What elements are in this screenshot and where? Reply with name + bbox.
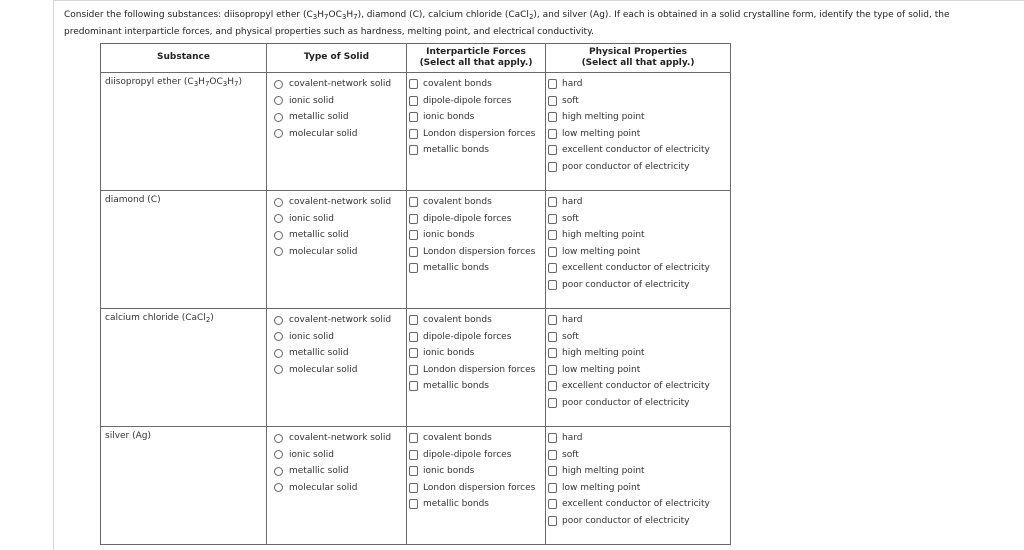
radio-button[interactable] [274,349,283,358]
option-label: metallic bonds [423,381,489,392]
option-label: London dispersion forces [423,128,536,139]
checkbox[interactable] [409,96,418,106]
option-label: covalent-network solid [289,433,392,444]
physical-properties-cell [546,191,731,309]
interparticle-forces-cell [407,309,546,427]
checkbox[interactable] [409,315,418,325]
checkbox[interactable] [548,332,557,342]
table-row [101,191,731,309]
type-of-solid-cell [267,73,407,191]
option-label: soft [562,331,579,342]
checkbox[interactable] [548,315,557,325]
checkbox[interactable] [409,450,418,460]
option-label: low melting point [562,246,641,257]
checkbox[interactable] [548,230,557,240]
checkbox[interactable] [548,129,557,139]
radio-option-molecular-solid[interactable] [267,126,406,143]
option-label: soft [562,449,579,460]
checkbox[interactable] [548,450,557,460]
checkbox[interactable] [548,381,557,391]
checkbox[interactable] [409,433,418,443]
substance-name: diisopropyl ether $(C_3H_7OC_3H_7)$ [105,77,243,88]
checkbox[interactable] [548,398,557,408]
checkbox[interactable] [409,247,418,257]
option-label: low melting point [562,364,641,375]
checkbox[interactable] [409,348,418,358]
checkbox-option-hard[interactable] [546,194,730,211]
checkbox[interactable] [409,381,418,391]
radio-button[interactable] [274,80,283,89]
checkbox[interactable] [409,230,418,240]
checkbox-option-covalent-bonds[interactable] [407,76,545,93]
checkbox-option-excellent-conductor-of-electricity[interactable] [546,496,730,513]
checkbox-option-high-melting-point[interactable] [546,345,730,362]
substance-cell [101,309,267,427]
option-label: molecular solid [289,364,358,375]
checkbox[interactable] [548,112,557,122]
option-label: covalent-network solid [289,315,392,326]
radio-option-ionic-solid[interactable] [267,211,406,228]
option-label: ionic bonds [423,230,475,241]
checkbox[interactable] [548,263,557,273]
option-label: excellent conductor of electricity [562,381,710,392]
radio-option-ionic-solid[interactable] [267,447,406,464]
checkbox-option-dipole-dipole-forces[interactable] [407,329,545,346]
radio-button[interactable] [274,332,283,341]
checkbox[interactable] [548,433,557,443]
question-text: Consider the following substances: diisopropyl ether $(C_3H_7OC_3H_7)$, diamond (C), calcium chloride (CaCl$_2$), and silver (Ag). If each is obtained in a solid crystalline form, identify the type of solid, the predominant interparticle forces, and physical properties such as hardness, melting point, and electrical conductivity. [64,10,950,37]
radio-button[interactable] [274,365,283,374]
checkbox[interactable] [548,247,557,257]
checkbox-option-excellent-conductor-of-electricity[interactable] [546,142,730,159]
checkbox[interactable] [548,483,557,493]
option-label: ionic solid [289,449,334,460]
header-type-of-solid: Type of Solid [267,44,407,73]
option-label: covalent-network solid [289,79,392,90]
checkbox[interactable] [409,197,418,207]
option-label: metallic solid [289,112,349,123]
substance-name: calcium chloride (CaCl$_2$) [105,313,214,324]
option-label: London dispersion forces [423,246,536,257]
checkbox[interactable] [548,348,557,358]
checkbox-option-high-melting-point[interactable] [546,463,730,480]
checkbox[interactable] [548,145,557,155]
substance-name: diamond (C) [105,195,161,205]
option-label: London dispersion forces [423,482,536,493]
checkbox[interactable] [548,516,557,526]
checkbox-option-metallic-bonds[interactable] [407,496,545,513]
checkbox[interactable] [409,365,418,375]
option-label: high melting point [562,230,645,241]
table-row [101,427,731,545]
radio-button[interactable] [274,113,283,122]
option-label: covalent bonds [423,79,492,90]
option-label: metallic solid [289,466,349,477]
option-label: metallic solid [289,348,349,359]
option-label: hard [562,79,583,90]
checkbox-option-high-melting-point[interactable] [546,109,730,126]
header-substance: Substance [101,44,267,73]
radio-option-covalent-network-solid[interactable] [267,312,406,329]
option-label: soft [562,213,579,224]
option-label: dipole-dipole forces [423,213,512,224]
option-label: metallic bonds [423,145,489,156]
option-label: excellent conductor of electricity [562,499,710,510]
checkbox-option-low-melting-point[interactable] [546,126,730,143]
checkbox[interactable] [548,96,557,106]
checkbox-option-metallic-bonds[interactable] [407,142,545,159]
checkbox[interactable] [548,162,557,172]
option-label: poor conductor of electricity [562,279,690,290]
option-label: poor conductor of electricity [562,161,690,172]
option-label: ionic bonds [423,348,475,359]
radio-option-metallic-solid[interactable] [267,227,406,244]
checkbox-option-high-melting-point[interactable] [546,227,730,244]
checkbox-option-covalent-bonds[interactable] [407,430,545,447]
interparticle-forces-cell [407,73,546,191]
checkbox[interactable] [409,466,418,476]
checkbox[interactable] [548,197,557,207]
checkbox-option-metallic-bonds[interactable] [407,378,545,395]
header-physical-properties [546,44,731,73]
header-physical-title: Physical Properties [589,46,687,57]
option-label: poor conductor of electricity [562,397,690,408]
header-forces-note: (Select all that apply.) [419,58,533,68]
option-label: ionic bonds [423,466,475,477]
checkbox-option-ionic-bonds[interactable] [407,109,545,126]
option-label: ionic solid [289,331,334,342]
checkbox[interactable] [409,112,418,122]
option-label: dipole-dipole forces [423,449,512,460]
checkbox[interactable] [409,332,418,342]
checkbox[interactable] [548,365,557,375]
radio-button[interactable] [274,198,283,207]
type-of-solid-cell [267,427,407,545]
option-label: high melting point [562,348,645,359]
option-label: hard [562,315,583,326]
option-label: ionic solid [289,213,334,224]
checkbox[interactable] [409,483,418,493]
option-label: molecular solid [289,246,358,257]
radio-button[interactable] [274,467,283,476]
checkbox-option-low-melting-point[interactable] [546,244,730,261]
option-label: covalent bonds [423,197,492,208]
option-label: low melting point [562,482,641,493]
option-label: metallic bonds [423,499,489,510]
checkbox[interactable] [409,214,418,224]
radio-option-covalent-network-solid[interactable] [267,76,406,93]
physical-properties-cell [546,73,731,191]
checkbox[interactable] [548,466,557,476]
checkbox[interactable] [409,263,418,273]
checkbox-option-hard[interactable] [546,430,730,447]
table-row [101,309,731,427]
checkbox-option-low-melting-point[interactable] [546,362,730,379]
radio-option-molecular-solid[interactable] [267,362,406,379]
option-label: hard [562,433,583,444]
substance-cell [101,191,267,309]
checkbox[interactable] [409,145,418,155]
option-label: ionic solid [289,95,334,106]
header-interparticle-forces [407,44,546,73]
option-label: high melting point [562,112,645,123]
radio-option-covalent-network-solid[interactable] [267,430,406,447]
option-label: ionic bonds [423,112,475,123]
option-label: London dispersion forces [423,364,536,375]
interparticle-forces-cell [407,191,546,309]
radio-option-metallic-solid[interactable] [267,345,406,362]
left-border [53,0,54,550]
checkbox-option-poor-conductor-of-electricity[interactable] [546,277,730,294]
checkbox-option-soft[interactable] [546,211,730,228]
checkbox[interactable] [548,499,557,509]
substance-cell [101,73,267,191]
checkbox-option-dipole-dipole-forces[interactable] [407,211,545,228]
checkbox-option-london-dispersion-forces[interactable] [407,126,545,143]
checkbox-option-covalent-bonds[interactable] [407,194,545,211]
type-of-solid-cell [267,191,407,309]
checkbox-option-covalent-bonds[interactable] [407,312,545,329]
header-physical-note: (Select all that apply.) [581,58,695,68]
option-label: covalent bonds [423,433,492,444]
checkbox-option-metallic-bonds[interactable] [407,260,545,277]
interparticle-forces-cell [407,427,546,545]
checkbox[interactable] [409,499,418,509]
option-label: low melting point [562,128,641,139]
solids-table [100,43,731,545]
radio-button[interactable] [274,483,283,492]
checkbox[interactable] [548,214,557,224]
radio-option-molecular-solid[interactable] [267,480,406,497]
checkbox-option-london-dispersion-forces[interactable] [407,362,545,379]
checkbox-option-poor-conductor-of-electricity[interactable] [546,395,730,412]
option-label: hard [562,197,583,208]
checkbox-option-dipole-dipole-forces[interactable] [407,447,545,464]
radio-button[interactable] [274,96,283,105]
radio-option-molecular-solid[interactable] [267,244,406,261]
radio-option-metallic-solid[interactable] [267,109,406,126]
checkbox-option-ionic-bonds[interactable] [407,227,545,244]
radio-button[interactable] [274,450,283,459]
checkbox-option-london-dispersion-forces[interactable] [407,480,545,497]
checkbox-option-hard[interactable] [546,312,730,329]
radio-button[interactable] [274,129,283,138]
checkbox[interactable] [409,129,418,139]
checkbox-option-low-melting-point[interactable] [546,480,730,497]
header-forces-title: Interparticle Forces [426,46,526,57]
physical-properties-cell [546,309,731,427]
radio-option-covalent-network-solid[interactable] [267,194,406,211]
checkbox-option-soft[interactable] [546,447,730,464]
option-label: covalent bonds [423,315,492,326]
checkbox-option-poor-conductor-of-electricity[interactable] [546,159,730,176]
option-label: molecular solid [289,482,358,493]
option-label: dipole-dipole forces [423,95,512,106]
checkbox-option-soft[interactable] [546,329,730,346]
checkbox-option-ionic-bonds[interactable] [407,463,545,480]
substance-name: silver (Ag) [105,431,152,441]
radio-button[interactable] [274,316,283,325]
option-label: dipole-dipole forces [423,331,512,342]
option-label: excellent conductor of electricity [562,145,710,156]
radio-button[interactable] [274,434,283,443]
option-label: covalent-network solid [289,197,392,208]
checkbox-option-excellent-conductor-of-electricity[interactable] [546,378,730,395]
checkbox-option-excellent-conductor-of-electricity[interactable] [546,260,730,277]
option-label: metallic bonds [423,263,489,274]
checkbox-option-dipole-dipole-forces[interactable] [407,93,545,110]
checkbox[interactable] [548,280,557,290]
checkbox[interactable] [409,79,418,89]
radio-option-ionic-solid[interactable] [267,93,406,110]
table-row [101,73,731,191]
option-label: poor conductor of electricity [562,515,690,526]
checkbox-option-poor-conductor-of-electricity[interactable] [546,513,730,530]
checkbox-option-soft[interactable] [546,93,730,110]
radio-button[interactable] [274,231,283,240]
option-label: high melting point [562,466,645,477]
radio-option-metallic-solid[interactable] [267,463,406,480]
header-row [101,44,731,73]
option-label: soft [562,95,579,106]
physical-properties-cell [546,427,731,545]
option-label: molecular solid [289,128,358,139]
option-label: metallic solid [289,230,349,241]
option-label: excellent conductor of electricity [562,263,710,274]
checkbox-option-hard[interactable] [546,76,730,93]
radio-button[interactable] [274,247,283,256]
substance-cell [101,427,267,545]
checkbox-option-ionic-bonds[interactable] [407,345,545,362]
radio-button[interactable] [274,214,283,223]
type-of-solid-cell [267,309,407,427]
checkbox-option-london-dispersion-forces[interactable] [407,244,545,261]
checkbox[interactable] [548,79,557,89]
top-border [53,0,1024,1]
radio-option-ionic-solid[interactable] [267,329,406,346]
